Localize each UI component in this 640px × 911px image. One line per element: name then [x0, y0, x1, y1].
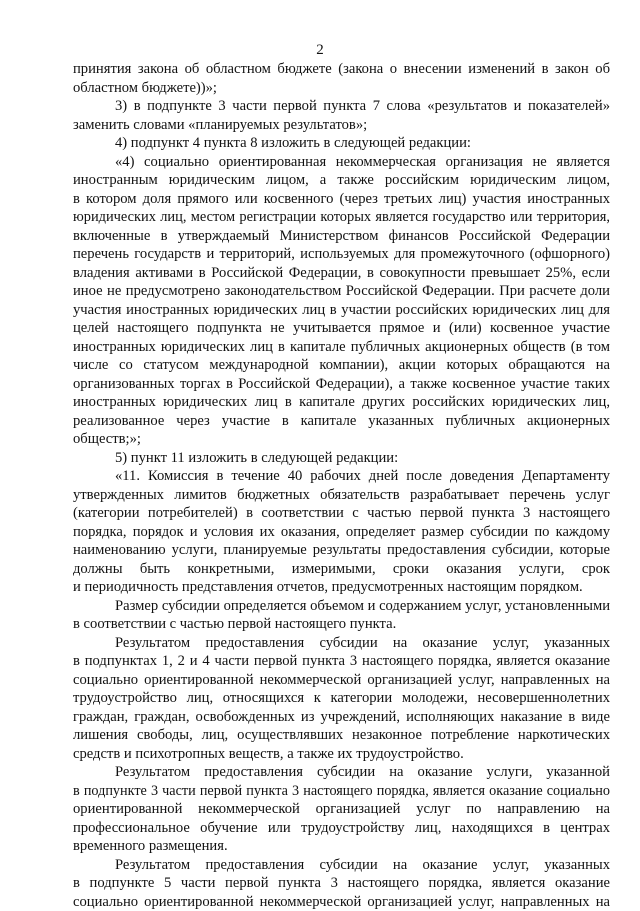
text-line: средств и психотропных веществ, а также их трудоустройство.: [73, 745, 610, 764]
text-line: в котором доля прямого или косвенного (через третьих лиц) участия иностранных: [73, 190, 610, 209]
text-line: обществ;»;: [73, 430, 610, 449]
text-line: наименованию услуги, планируемые результаты предоставления субсидии, которые: [73, 541, 610, 560]
text-line: Результатом предоставления субсидии на оказание услуг, указанных: [73, 634, 610, 653]
text-line: включенные в утверждаемый Министерством финансов Российской Федерации: [73, 227, 610, 246]
text-line: Результатом предоставления субсидии на оказание услуг, указанных: [73, 856, 610, 875]
text-line: порядка, порядок и условия их оказания, определяет размер субсидии по каждому: [73, 523, 610, 542]
text-line: должны быть конкретными, измеримыми, сроки оказания услуги, срок: [73, 560, 610, 579]
text-line: в подпункте 3 части первой пункта 3 настоящего порядка, является оказание социально: [73, 782, 610, 801]
text-line: иностранных юридических лиц в капитале публичных акционерных обществ (в том: [73, 338, 610, 357]
text-line: «4) социально ориентированная некоммерческая организация не является: [73, 153, 610, 172]
text-line: 4) подпункт 4 пункта 8 изложить в следующей редакции:: [73, 134, 610, 153]
text-line: 3) в подпункте 3 части первой пункта 7 слова «результатов и показателей»: [73, 97, 610, 116]
document-body: [73, 60, 610, 911]
text-line: социально ориентированной некоммерческой организацией услуг, направленных на: [73, 671, 610, 690]
text-line: в подпунктах 1, 2 и 4 части первой пункта 3 настоящего порядка, является оказание: [73, 652, 610, 671]
text-line: в подпункте 5 части первой пункта 3 настоящего порядка, является оказание: [73, 874, 610, 893]
text-line: Результатом предоставления субсидии на оказание услуги, указанной: [73, 763, 610, 782]
page-number: 2: [0, 40, 640, 60]
text-line: социально ориентированной некоммерческой организацией услуг, направленных на: [73, 893, 610, 911]
text-line: принятия закона об областном бюджете (закона о внесении изменений в закон об: [73, 60, 610, 79]
text-line: областном бюджете))»;: [73, 79, 610, 98]
text-line: целей настоящего подпункта не учитывается прямое и (или) косвенное участие: [73, 319, 610, 338]
text-line: утвержденных лимитов бюджетных обязательств разрабатывает перечень услуг: [73, 486, 610, 505]
text-line: в соответствии с частью первой настоящего пункта.: [73, 615, 610, 634]
text-line: граждан, граждан, освобожденных из учреждений, исполняющих наказание в виде: [73, 708, 610, 727]
text-line: (категории потребителей) в соответствии с частью первой пункта 3 настоящего: [73, 504, 610, 523]
text-line: трудоустройство лиц, относящихся к категории молодежи, несовершеннолетних: [73, 689, 610, 708]
text-line: ориентированной некоммерческой организацией услуг по направлению на: [73, 800, 610, 819]
text-line: лишения свободы, лиц, осуществлявших незаконное потребление наркотических: [73, 726, 610, 745]
text-line: 5) пункт 11 изложить в следующей редакции:: [73, 449, 610, 468]
text-line: иностранным юридическим лицом, а также российским юридическим лицом,: [73, 171, 610, 190]
text-line: заменить словами «планируемых результатов»;: [73, 116, 610, 135]
text-line: реализованное через участие в капитале указанных публичных акционерных: [73, 412, 610, 431]
text-line: организованных торгах в Российской Федерации), а также косвенное участие таких: [73, 375, 610, 394]
text-line: перечень государств и территорий, используемых для промежуточного (офшорного): [73, 245, 610, 264]
text-line: участия иностранных юридических лиц в участии российских юридических лиц для: [73, 301, 610, 320]
text-line: и периодичность представления отчетов, предусмотренных настоящим порядком.: [73, 578, 610, 597]
text-line: «11. Комиссия в течение 40 рабочих дней после доведения Департаменту: [73, 467, 610, 486]
text-line: юридических лиц, местом регистрации которых является государство или территория,: [73, 208, 610, 227]
text-line: временного размещения.: [73, 837, 610, 856]
text-line: владения активами в Российской Федерации, в совокупности превышает 25%, если: [73, 264, 610, 283]
text-line: иностранных юридических лиц в капитале других российских юридических лиц,: [73, 393, 610, 412]
text-line: числе со статусом международной компании), акции которых обращаются на: [73, 356, 610, 375]
text-line: профессиональное обучение или трудоустройству лиц, находящихся в центрах: [73, 819, 610, 838]
text-line: Размер субсидии определяется объемом и содержанием услуг, установленными: [73, 597, 610, 616]
text-line: иное не предусмотрено законодательством Российской Федерации. При расчете доли: [73, 282, 610, 301]
